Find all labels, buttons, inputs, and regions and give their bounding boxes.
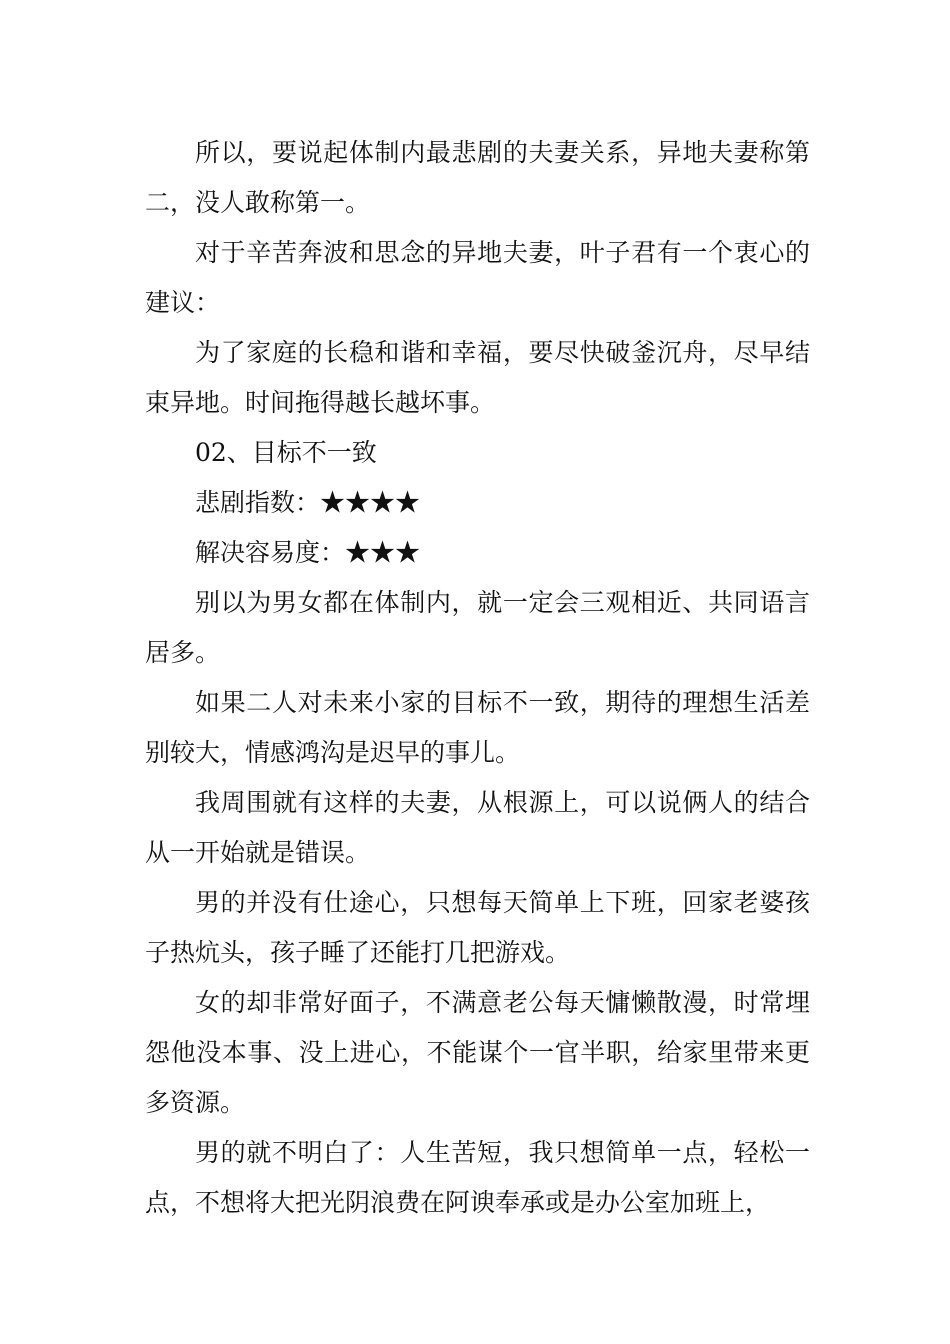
paragraph-2: 对于辛苦奔波和思念的异地夫妻，叶子君有一个衷心的建议： bbox=[145, 238, 810, 317]
tragedy-index: 悲剧指数：★★★★ bbox=[195, 488, 421, 517]
paragraph-1: 所以，要说起体制内最悲剧的夫妻关系，异地夫妻称第二，没人敢称第一。 bbox=[145, 138, 810, 217]
document-body bbox=[145, 128, 810, 1228]
paragraph-11: 女的却非常好面子，不满意老公每天慵懒散漫，时常埋怨他没本事、没上进心，不能谋个一官半职，给家里带来更多资源。 bbox=[145, 988, 810, 1117]
paragraph-10: 男的并没有仕途心，只想每天简单上下班，回家老婆孩子热炕头，孩子睡了还能打几把游戏。 bbox=[145, 888, 810, 967]
section-heading: 02、目标不一致 bbox=[195, 438, 377, 467]
paragraph-3: 为了家庭的长稳和谐和幸福，要尽快破釜沉舟，尽早结束异地。时间拖得越长越坏事。 bbox=[145, 338, 810, 417]
paragraph-7: 别以为男女都在体制内，就一定会三观相近、共同语言居多。 bbox=[145, 588, 810, 667]
paragraph-8: 如果二人对未来小家的目标不一致，期待的理想生活差别较大，情感鸿沟是迟早的事儿。 bbox=[145, 688, 810, 767]
paragraph-9: 我周围就有这样的夫妻，从根源上，可以说俩人的结合从一开始就是错误。 bbox=[145, 788, 810, 867]
paragraph-12: 男的就不明白了：人生苦短，我只想简单一点，轻松一点，不想将大把光阴浪费在阿谀奉承或是办公室加班上， bbox=[145, 1138, 810, 1217]
solution-ease: 解决容易度：★★★ bbox=[195, 538, 421, 567]
